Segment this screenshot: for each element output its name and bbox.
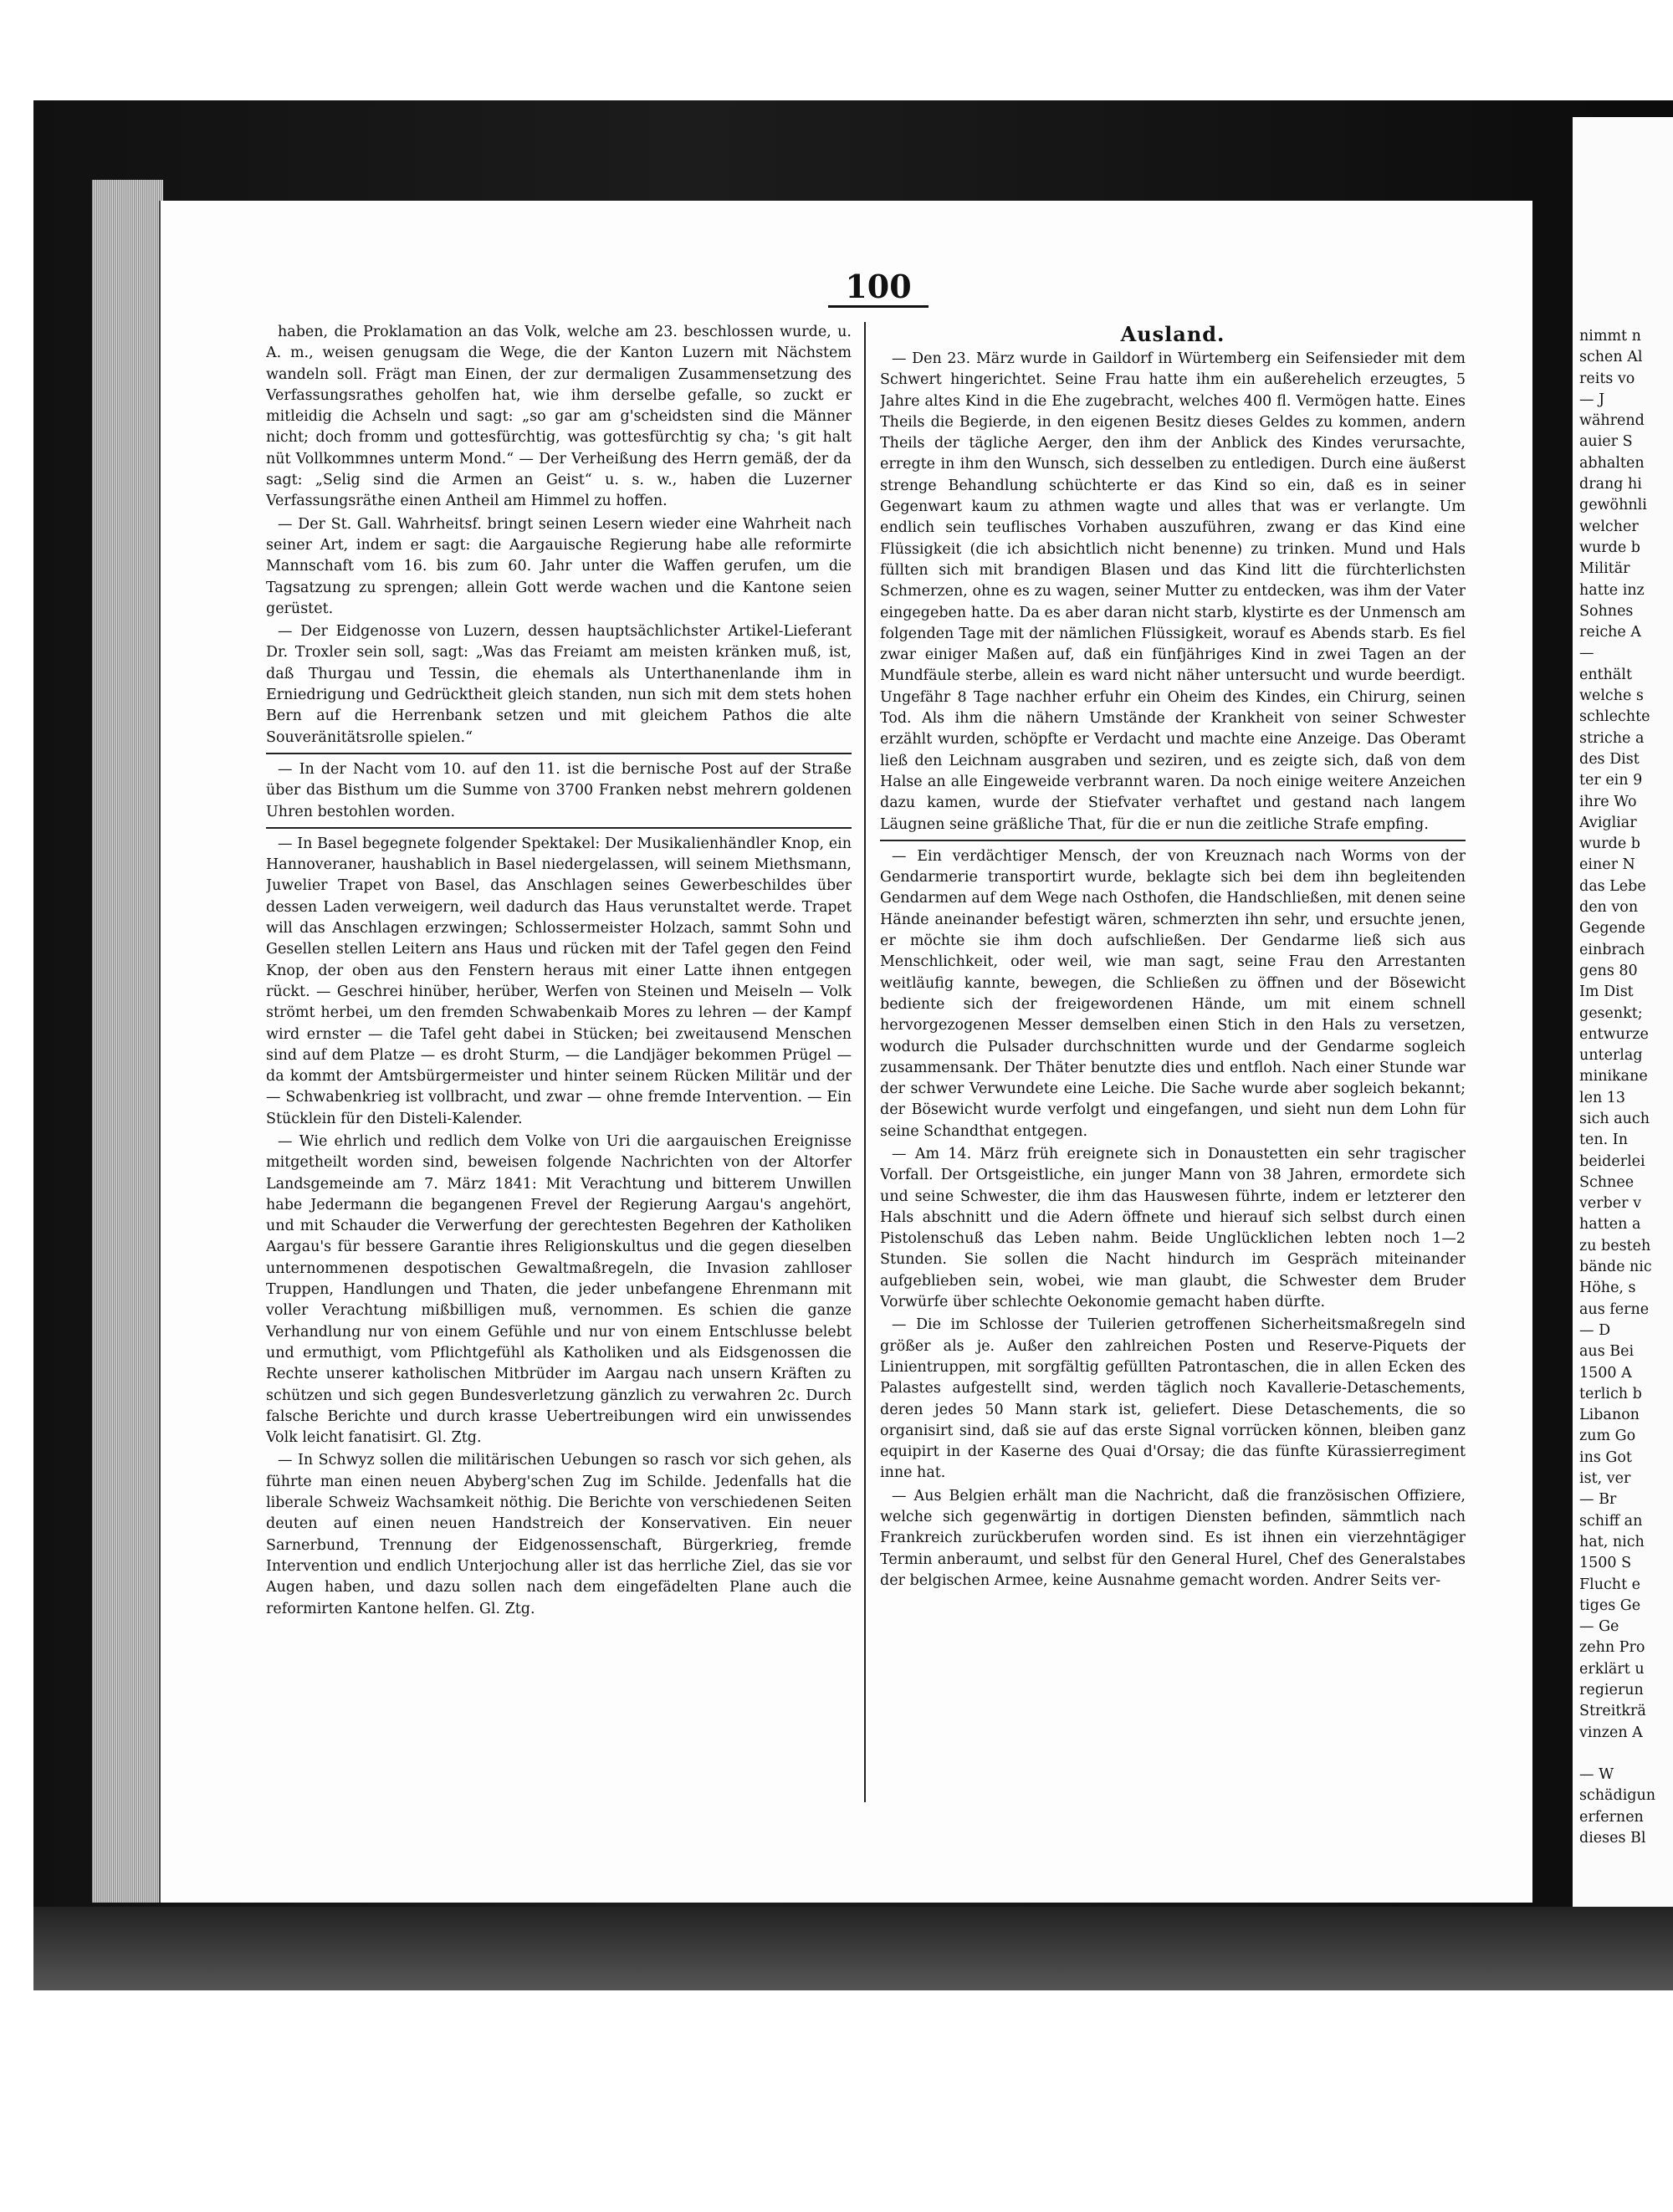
scan-top-margin	[0, 0, 1673, 100]
page-number: 100	[828, 268, 929, 308]
article-eidgenosse: — Der Eidgenosse von Luzern, dessen hauptsächlichster Artikel-Lieferant Dr. Troxler sein soll, sagt: „Was das Freiamt am meisten kränken muß, ist, daß Thurgau und Tessin, die ehemals als Unterthanenlande ihm in Erniedrigung und Gedrücktheit gleich standen, nun sich mit dem stets hohen Bern auf die Herrenbank setzen und mit gleichem Pathos die alte Souveränitätsrolle spielen.“	[266, 623, 852, 746]
article-luzern: haben, die Proklamation an das Volk, welche am 23. beschlossen wurde, u. A. m., weisen genugsam die Wege, die der Kanton Luzern mit Nächstem wandeln soll. Frägt man Einen, der zur dermaligen Zusammensetzung des Verfassungsrathes geholfen hat, wie ihm derselbe gefalle, so zuckt er mitleidig die Achseln und sagt: „so gar am g'scheidsten sind die Männer nicht; doch fromm und gottesfürchtig, was gottesfürchtig sy cha; 's git halt nüt Vollkommnes unterm Mond.“ — Der Verheißung des Herrn gemäß, der da sagt: „Selig sind die Armen an Geist“ u. s. w., haben die Luzerner Verfassungsräthe einen Antheil am Himmel zu hoffen.	[266, 324, 852, 510]
section-heading-ausland: Ausland.	[1120, 322, 1225, 346]
right-page-fragment	[1573, 117, 1673, 1923]
article-basel: — In Basel begegnete folgender Spektakel: Der Musikalienhändler Knop, ein Hannoveraner, haushablich in Basel niedergelassen, will seinem Miethsmann, Juwelier Trapet von Basel, das Anschlagen seines Gewerbeschildes über dessen Laden verweigern, weil dadurch das Haus verunstaltet werde. Trapet will das Anschlagen erzwingen; Schlossermeister Holzach, sammt Sohn und Gesellen stellen Leitern ans Haus und rücken mit der Tafel gegen den Feind Knop, der oben aus den Fenstern heraus mit einer Latte ihnen entgegen rückt. — Geschrei hinüber, herüber, Werfen von Steinen und Meiseln — Volk strömt herbei, um den fremden Schwabenkaib Mores zu lehren — der Kampf wird ernster — die Tafel geht dabei in Stücken; bei zweitausend Menschen sind auf dem Platze — es droht Sturm, — die Landjäger bekommen Prügel — da kommt der Amtsbürgermeister und hinter seinem Rücken Militär und der — Schwabenkrieg ist vollbracht, und zwar — ohne fremde Intervention. — Ein Stücklein für den Disteli-Kalender.	[266, 835, 852, 1127]
article-schwyz: — In Schwyz sollen die militärischen Uebungen so rasch vor sich gehen, als führte man einen neuen Abyberg'schen Zug im Schilde. Jedenfalls hat die liberale Schweiz Wachsamkeit nöthig. Die Berichte von verschiedenen Seiten deuten auf einen neuen Handstreich der Konservativen. Ein neuer Sarnerbund, Trennung der Eidgenossenschaft, Bürgerkrieg, fremde Intervention und endlich Unterjochung aller ist das herrliche Ziel, das sie vor Augen haben, und dazu sollen nach dem eingefädelten Plane auch die reformirten Kantone helfen. Gl. Ztg.	[266, 1452, 852, 1617]
section-divider	[266, 753, 852, 754]
left-column	[266, 322, 852, 1827]
article-gaildorf: — Den 23. März wurde in Gaildorf in Würtemberg ein Seifensieder mit dem Schwert hingerichtet. Seine Frau hatte ihm ein außerehelich erzeugtes, 5 Jahre altes Kind in die Ehe zugebracht, welches 400 fl. Vermögen hatte. Eines Theils die Begierde, in den eigenen Besitz dieses Geldes zu kommen, andern Theils der tägliche Aerger, den ihm der Anblick des Kindes verursachte, erregte in ihm den Wunsch, sich desselben zu entledigen. Durch eine äußerst strenge Behandlung schüchterte er das Kind so ein, daß es in seiner Gegenwart kaum zu athmen wagte und alles that was er verlangte. Um endlich sein teuflisches Vorhaben auszuführen, zwang er das Kind eine Flüssigkeit (die ich absichtlich nicht benenne) zu trinken. Mund und Hals füllten sich mit brandigen Blasen und das Kind litt die fürchterlichsten Schmerzen, ohne es zu wagen, seiner Mutter zu entdecken, was ihm der Vater eingegeben hatte. Da es aber daran nicht starb, klystirte es der Unmensch am folgenden Tage mit der nämlichen Flüssigkeit, worauf es Abends starb. Es fiel zwar einiger Maßen auf, daß ein fünfjähriges Kind in zwei Tagen an der Mundfäule sterbe, allein es ward nicht näher untersucht und wurde beerdigt. Ungefähr 8 Tage nachher erfuhr ein Oheim des Kindes, ein Chirurg, seinen Tod. Als ihm die nähern Umstände der Krankheit von seiner Schwester erzählt wurden, schöpfte er Verdacht und machte eine Anzeige. Das Oberamt ließ den Leichnam ausgraben und seziren, und es zeigte sich, daß von dem Halse an alle Eingeweide verbrannt waren. Da noch einige weitere Anzeichen dazu kamen, wurde der Stiefvater verhaftet und gestand nach langem Läugnen seine gräßliche That, für die er nun die zeitliche Strafe empfing.	[880, 350, 1466, 833]
article-uri: — Wie ehrlich und redlich dem Volke von Uri die aargauischen Ereignisse mitgetheilt worden sind, beweisen folgende Nachrichten von der Altorfer Landsgemeinde am 7. März 1841: Mit Verachtung und bitterem Unwillen habe Jedermann die begangenen Frevel der Regierung Aargau's angehört, und mit Schauder die Verwerfung der gerechtesten Begehren der Katholiken Aargau's für bessere Garantie ihres Religionskultus und die gegen dieselben unternommenen despotischen Gewaltmaßregeln, die Invasion zahlloser Truppen, Handlungen und Thaten, die jeder unbefangene Ehrenmann mit voller Verachtung mißbilligen muß, vernommen. Es schien die ganze Verhandlung nur von einem Gefühle und nur von einem Entschlusse belebt und ermuthigt, vom Pflichtgefühl als Katholiken und als Eidsgenossen die Rechte unserer katholischen Mitbrüder im Aargau nach unsern Kräften zu schützen und sich gegen Bundesverletzung gänzlich zu verwahren 2c. Durch falsche Berichte und durch krasse Uebertreibungen wird ein unwissendes Volk leicht fanatisirt. Gl. Ztg.	[266, 1132, 852, 1447]
section-divider	[880, 840, 1466, 841]
article-bernische-post: — In der Nacht vom 10. auf den 11. ist die bernische Post auf der Straße über das Bisthum um die Summe von 3700 Franken nebst mehrern goldenen Uhren bestohlen worden.	[266, 760, 852, 820]
article-kreuznach: — Ein verdächtiger Mensch, der von Kreuznach nach Worms von der Gendarmerie transportirt wurde, beklagte sich bei dem ihn begleitenden Gendarmen auf dem Wege nach Osthofen, die Handschließen, mit denen seine Hände aneinander befestigt wären, schmerzten ihn sehr, und ersuchte jenen, er möchte sie ihm doch aufschließen. Der Gendarme ließ sich aus Menschlichkeit, oder weil, wie man sagt, seine Frau den Arrestanten weitläufig kannte, bewegen, die Schließen zu öffnen und der Bösewicht bediente sich der freigewordenen Hände, um mit einem schnell hervorgezogenen Messer demselben einen Stich in den Hals zu versetzen, wodurch die Pulsader durchschnitten wurde und der Gendarme sogleich zusammensank. Der Thäter benutzte dies und entfloh. Nach einer Stunde war der schwer Verwundete eine Leiche. Die Sache wurde aber sogleich bekannt; der Bösewicht wurde verfolgt und eingefangen, und sieht nun dem Lohn für seine Schandthat entgegen.	[880, 847, 1466, 1140]
right-column	[880, 322, 1466, 1827]
right-page-text: nimmt n schen Al reits vo — J während auier S abhalten drang hi gewöhnli welcher wurde b Militär hatte inz Sohnes reiche A — enthält welche s schlechte striche a des Dist ter ein 9 ihre Wo Avigliar wurde b einer N das Lebe den von Gegende einbrach gens 80 Im Dist gesenkt; entwurze unterlag minikane len 13 sich auch ten. In beiderlei Schnee verber v hatten a zu besteh bände nic Höhe, s aus ferne — D aus Bei 1500 A terlich b Libanon zum Go ins Got ist, ver — Br schiff an hat, nich 1500 S Flucht e tiges Ge — Ge zehn Pro erklärt u regierun Streitkrä vinzen A — W schädigun erfernen dieses Bl	[1579, 328, 1656, 1847]
scan-bottom-margin	[0, 1990, 1673, 2212]
article-donaustetten: — Am 14. März früh ereignete sich in Donaustetten ein sehr tragischer Vorfall. Der Ortsgeistliche, ein junger Mann von 38 Jahren, ermordete sich und seine Schwester, die ihm das Hauswesen führte, indem er letzterer den Hals abschnitt und die Adern öffnete und hierauf sich selbst durch einen Pistolenschuß das Leben nahm. Beide Unglücklichen lebten noch 1—2 Stunden. Sie sollen die Nacht hindurch im Gespräch miteinander aufgeblieben sein, wobei, wie man glaubt, die Schwester dem Bruder Vorwürfe über schlechte Oekonomie gemacht haben dürfte.	[880, 1145, 1466, 1311]
section-divider	[266, 827, 852, 829]
article-st-gallen: — Der St. Gall. Wahrheitsf. bringt seinen Lesern wieder eine Wahrheit nach seiner Art, indem er sagt: die Aargauische Regierung habe alle reformirte Mannschaft vom 16. bis zum 60. Jahr unter die Waffen gerufen, um die Tagsatzung zu sprengen; allein Gott werde wachen und die Kantone seien gerüstet.	[266, 515, 852, 617]
column-rule	[864, 322, 866, 1802]
page-edge-stack	[92, 180, 163, 1903]
article-belgien: — Aus Belgien erhält man die Nachricht, daß die französischen Offiziere, welche sich gegenwärtig in dortigen Diensten befinden, sämmtlich nach Frankreich zurückberufen worden sind. Es ist ihnen ein vierzehntägiger Termin anberaumt, und selbst für den General Hurel, Chef des Generalstabes der belgischen Armee, keine Ausnahme gemacht worden. Andrer Seits ver-	[880, 1487, 1466, 1589]
bottom-shadow	[33, 1907, 1673, 1990]
article-tuilerien: — Die im Schlosse der Tuilerien getroffenen Sicherheitsmaßregeln sind größer als je. Außer den zahlreichen Posten und Reserve-Piquets der Linientruppen, mit sorgfältig gefüllten Patrontaschen, die in allen Ecken des Palastes aufgestellt sind, werden täglich noch Kavallerie-Detaschements, deren jedes 50 Mann stark ist, geliefert. Diese Detaschements, die so organisirt sind, daß sie auf das erste Signal vorrücken können, bleiben ganz equipirt in der Kaserne des Quai d'Orsay; die das fünfte Kürassierregiment inne hat.	[880, 1316, 1466, 1482]
